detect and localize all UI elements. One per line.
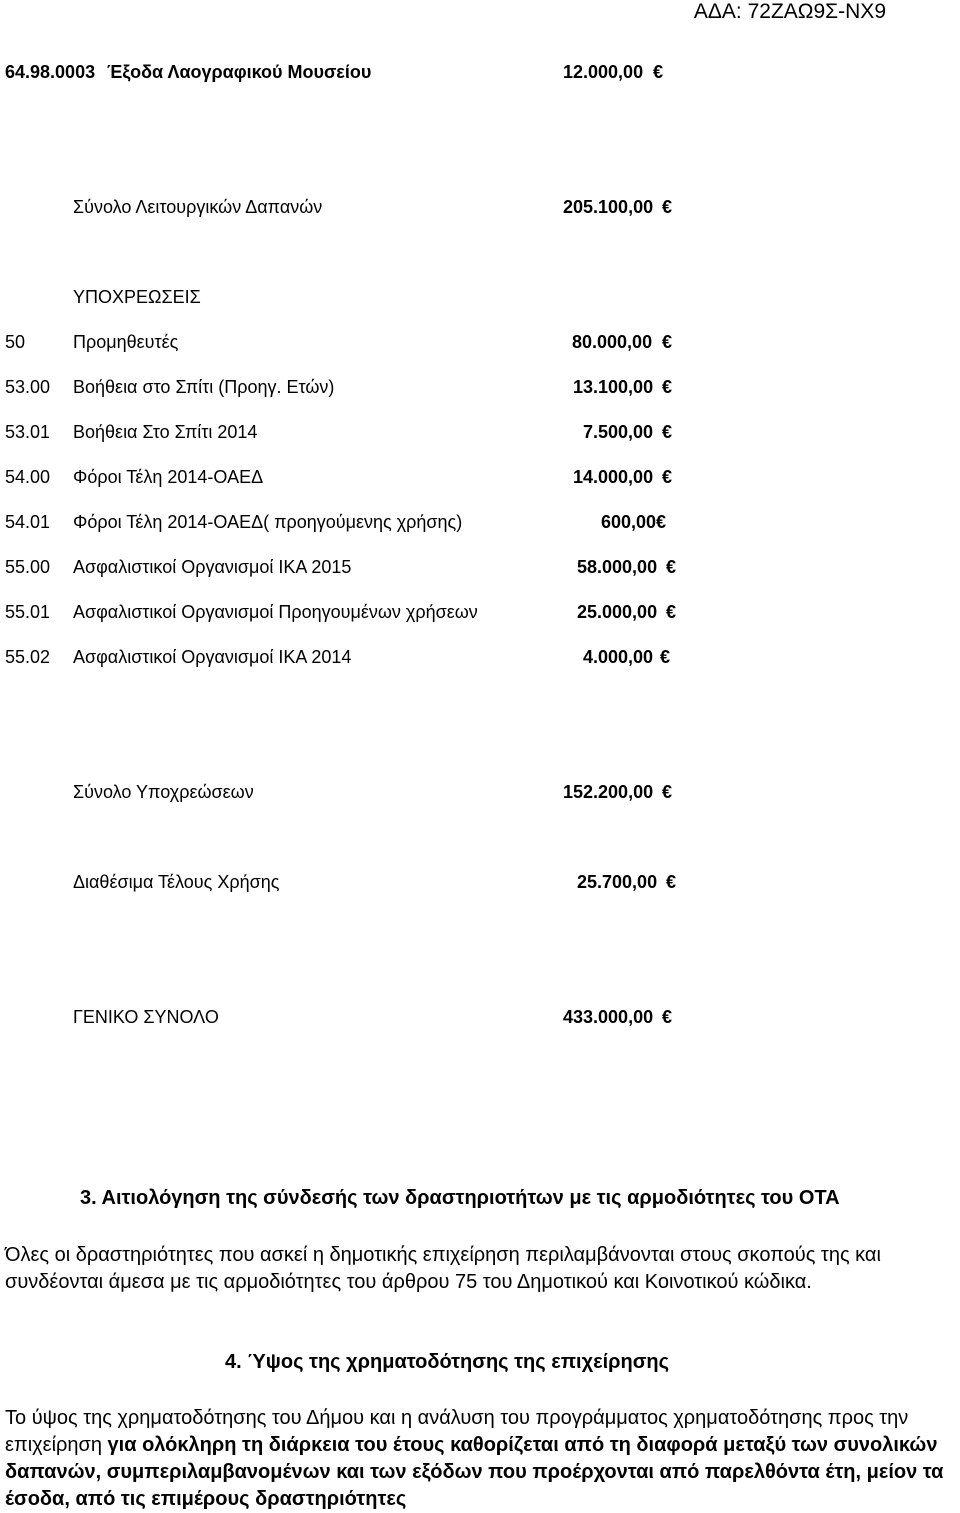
liability-code: 55.02: [5, 647, 51, 667]
liability-code: 54.01: [5, 512, 51, 532]
liability-code: 50: [5, 332, 26, 352]
liability-desc: Βοήθεια στο Σπίτι (Προηγ. Ετών): [73, 377, 335, 397]
euro-icon: €: [662, 332, 673, 352]
liability-code: 55.01: [5, 602, 51, 622]
available-amount: 25.700,00: [577, 872, 658, 892]
available-label: Διαθέσιμα Τέλους Χρήσης: [73, 872, 280, 892]
section-4-text-bold: για ολόκληρη τη διάρκεια του έτους καθορίζεται από τη διαφορά μεταξύ των συνολικών δαπανών, συμπεριλαμβανομένων και των εξόδων που προέρχονται από παρελθόντα έτη, μείον τα έσοδα, από τις επιμέρους δραστηριότητες: [5, 1434, 944, 1510]
liability-code: 53.01: [5, 422, 51, 442]
liability-desc: Βοήθεια Στο Σπίτι 2014: [73, 422, 258, 442]
section-4-text-plain: Το ύψος της χρηματοδότησης του Δήμου και η ανάλυση του προγράμματος χρηματοδότησης προς την επιχείρηση: [5, 1407, 909, 1456]
liability-amount: 13.100,00: [573, 377, 654, 397]
liability-desc: Ασφαλιστικοί Οργανισμοί Προηγουμένων χρήσεων: [73, 602, 478, 622]
top-row-desc: Έξοδα Λαογραφικού Μουσείου: [107, 62, 372, 82]
liability-amount: 25.000,00: [577, 602, 658, 622]
liability-desc: Φόροι Τέλη 2014-ΟΑΕΔ: [73, 467, 264, 487]
ada-number: ΑΔΑ: 72ΖΑΩ9Σ-ΝΧ9: [693, 0, 886, 23]
liabilities-title: ΥΠΟΧΡΕΩΣΕΙΣ: [73, 287, 201, 307]
liabilities-total-label: Σύνολο Υποχρεώσεων: [73, 782, 254, 802]
liability-amount: 58.000,00: [577, 557, 658, 577]
liabilities-total-amount: 152.200,00: [563, 782, 654, 802]
grand-total-amount: 433.000,00: [563, 1007, 654, 1027]
liability-amount: 7.500,00: [583, 422, 654, 442]
liability-code: 54.00: [5, 467, 51, 487]
euro-icon: €: [666, 602, 677, 622]
operating-total-amount: 205.100,00: [563, 197, 654, 217]
liability-desc: Φόροι Τέλη 2014-ΟΑΕΔ( προηγούμενης χρήσης): [73, 512, 463, 532]
euro-icon: €: [662, 1007, 673, 1027]
top-row-code: 64.98.0003: [5, 62, 96, 82]
liability-amount: 14.000,00: [573, 467, 654, 487]
euro-icon: €: [653, 62, 664, 82]
liability-desc: Ασφαλιστικοί Οργανισμοί ΙΚΑ 2015: [73, 557, 352, 577]
liability-code: 55.00: [5, 557, 51, 577]
euro-icon: €: [662, 422, 673, 442]
euro-icon: €: [656, 512, 667, 532]
liability-desc: Ασφαλιστικοί Οργανισμοί ΙΚΑ 2014: [73, 647, 352, 667]
liability-amount: 80.000,00: [572, 332, 653, 352]
euro-icon: €: [666, 872, 677, 892]
section-4-heading: 4. Ύψος της χρηματοδότησης της επιχείρησης: [225, 1351, 670, 1373]
euro-icon: €: [662, 467, 673, 487]
grand-total-label: ΓΕΝΙΚΟ ΣΥΝΟΛΟ: [73, 1007, 219, 1027]
section-3-text: Όλες οι δραστηριότητες που ασκεί η δημοτικής επιχείρηση περιλαμβάνονται στους σκοπούς της και συνδέονται άμεσα με τις αρμοδιότητες του άρθρου 75 του Δημοτικού και Κοινοτικού κώδικα.: [5, 1244, 881, 1293]
euro-icon: €: [666, 557, 677, 577]
liability-code: 53.00: [5, 377, 51, 397]
euro-icon: €: [662, 197, 673, 217]
section-3-heading: 3. Αιτιολόγηση της σύνδεσής των δραστηριοτήτων με τις αρμοδιότητες του ΟΤΑ: [80, 1187, 840, 1209]
liability-desc: Προμηθευτές: [73, 332, 179, 352]
liability-amount: 600,00: [601, 512, 657, 532]
operating-total-label: Σύνολο Λειτουργικών Δαπανών: [73, 197, 323, 217]
euro-icon: €: [660, 647, 671, 667]
top-row-amount: 12.000,00: [563, 62, 644, 82]
euro-icon: €: [662, 782, 673, 802]
euro-icon: €: [662, 377, 673, 397]
section-4-text: [5, 1405, 955, 1513]
liability-amount: 4.000,00: [583, 647, 654, 667]
